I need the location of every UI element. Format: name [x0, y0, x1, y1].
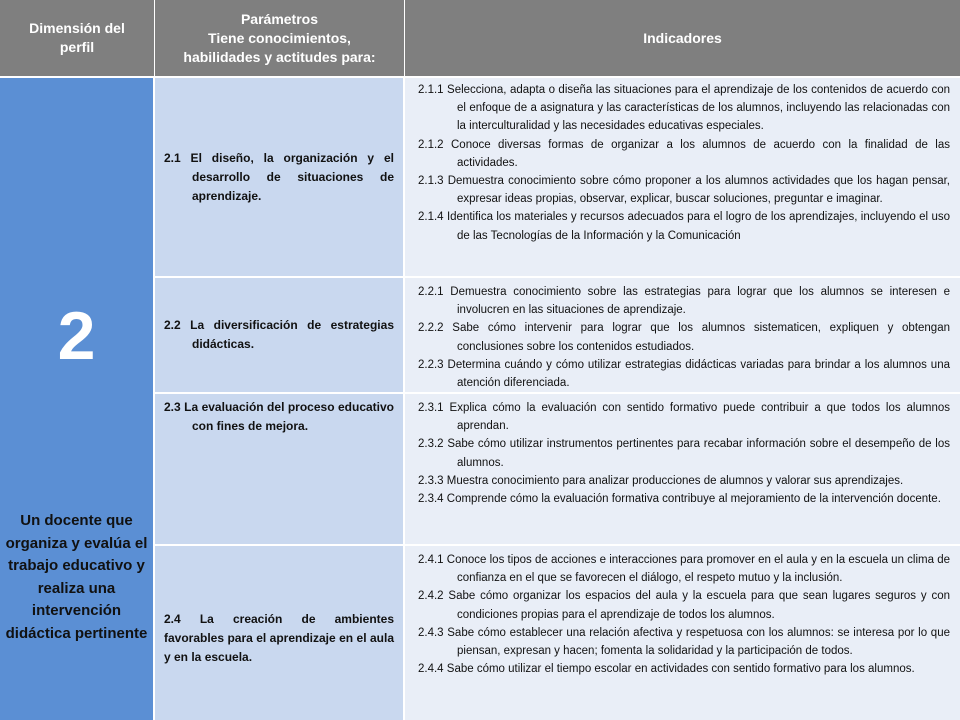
indicator-item: 2.2.1 Demuestra conocimiento sobre las estrategias para lograr que los alumnos se interesen e involucren en las situaciones de aprendizaje.	[418, 286, 950, 317]
indicator-item: 2.2.2 Sabe cómo intervenir para lograr que los alumnos sistematicen, expliquen y obtengan conclusiones sobre los contenidos estudiados.	[418, 322, 950, 353]
header-dimension	[0, 0, 155, 76]
header-parameters-line2: Tiene conocimientos,	[208, 29, 351, 46]
dimension-cell	[0, 78, 155, 720]
parameter-label: 2.3 La evaluación del proceso educativo con fines de mejora.	[164, 400, 394, 433]
indicator-item: 2.1.2 Conoce diversas formas de organizar a los alumnos de acuerdo con la finalidad de las actividades.	[418, 138, 950, 169]
indicator-item: 2.4.4 Sabe cómo utilizar el tiempo escolar en actividades con sentido formativo para los alumnos.	[418, 663, 915, 676]
indicators-2-2	[405, 278, 960, 394]
indicator-item: 2.3.1 Explica cómo la evaluación con sentido formativo puede contribuir a que todos los alumnos aprendan.	[418, 402, 950, 433]
indicators-2-1	[405, 78, 960, 278]
indicator-item: 2.3.4 Comprende cómo la evaluación formativa contribuye al mejoramiento de la intervención docente.	[418, 493, 941, 506]
indicator-item: 2.4.1 Conoce los tipos de acciones e interacciones para promover en el aula y en la escuela un clima de confianza en el que se favorecen el diálogo, el respeto mutuo y la inclusión.	[418, 554, 950, 585]
indicator-item: 2.3.2 Sabe cómo utilizar instrumentos pertinentes para recabar información sobre el desempeño de los alumnos.	[418, 438, 950, 469]
indicators-2-4	[405, 546, 960, 720]
indicator-item: 2.3.3 Muestra conocimiento para analizar producciones de alumnos y valorar sus aprendizajes.	[418, 474, 904, 487]
parameter-2-2	[155, 278, 405, 394]
indicators-2-3	[405, 394, 960, 546]
indicator-item: 2.4.2 Sabe cómo organizar los espacios del aula y la escuela para que sean lugares seguros y con condiciones propias para el aprendizaje de todos los alumnos.	[418, 590, 950, 621]
parameter-label: 2.2 La diversificación de estrategias didácticas.	[164, 318, 394, 351]
header-indicators	[405, 0, 960, 76]
header-indicators-label: Indicadores	[643, 29, 722, 46]
parameter-label: 2.1 El diseño, la organización y el desarrollo de situaciones de aprendizaje.	[164, 150, 394, 203]
header-parameters-title: Parámetros	[240, 10, 319, 27]
header-parameters	[155, 0, 405, 76]
dimension-description: Un docente que organiza y evalúa el trabajo educativo y realiza una intervención didáctica pertinente	[5, 512, 148, 642]
header-parameters-line3: habilidades y actitudes para:	[183, 48, 376, 65]
parameter-2-4	[155, 546, 405, 720]
header-dimension-label: Dimensión del perfil	[29, 20, 125, 55]
dimension-number: 2	[57, 298, 96, 374]
indicator-item: 2.2.3 Determina cuándo y cómo utilizar estrategias didácticas variadas para brindar a los alumnos una atención diferenciada.	[418, 358, 950, 390]
parameter-2-1	[155, 78, 405, 278]
parameter-2-3	[155, 394, 405, 546]
indicator-item: 2.1.1 Selecciona, adapta o diseña las situaciones para el aprendizaje de los contenidos de acuerdo con el enfoque de a asignatura y las características de los alumnos, incluyendo las relacionadas con la interculturalidad y las necesidades educativas especiales.	[418, 84, 950, 133]
indicator-item: 2.1.4 Identifica los materiales y recursos adecuados para el logro de los aprendizajes, incluyendo el uso de las Tecnologías de la Información y la Comunicación	[418, 211, 950, 242]
indicator-item: 2.1.3 Demuestra conocimiento sobre cómo proponer a los alumnos actividades que los hagan pensar, expresar ideas propias, observar, explicar, buscar soluciones, preguntar e imaginar.	[418, 175, 950, 206]
indicator-item: 2.4.3 Sabe cómo establecer una relación afectiva y respetuosa con los alumnos: se interesa por lo que piensan, expresan y hacen; fomenta la solidaridad y la participación de todos.	[418, 626, 950, 658]
parameter-label: 2.4 La creación de ambientes favorables para el aprendizaje en el aula y en la escuela.	[164, 611, 394, 664]
